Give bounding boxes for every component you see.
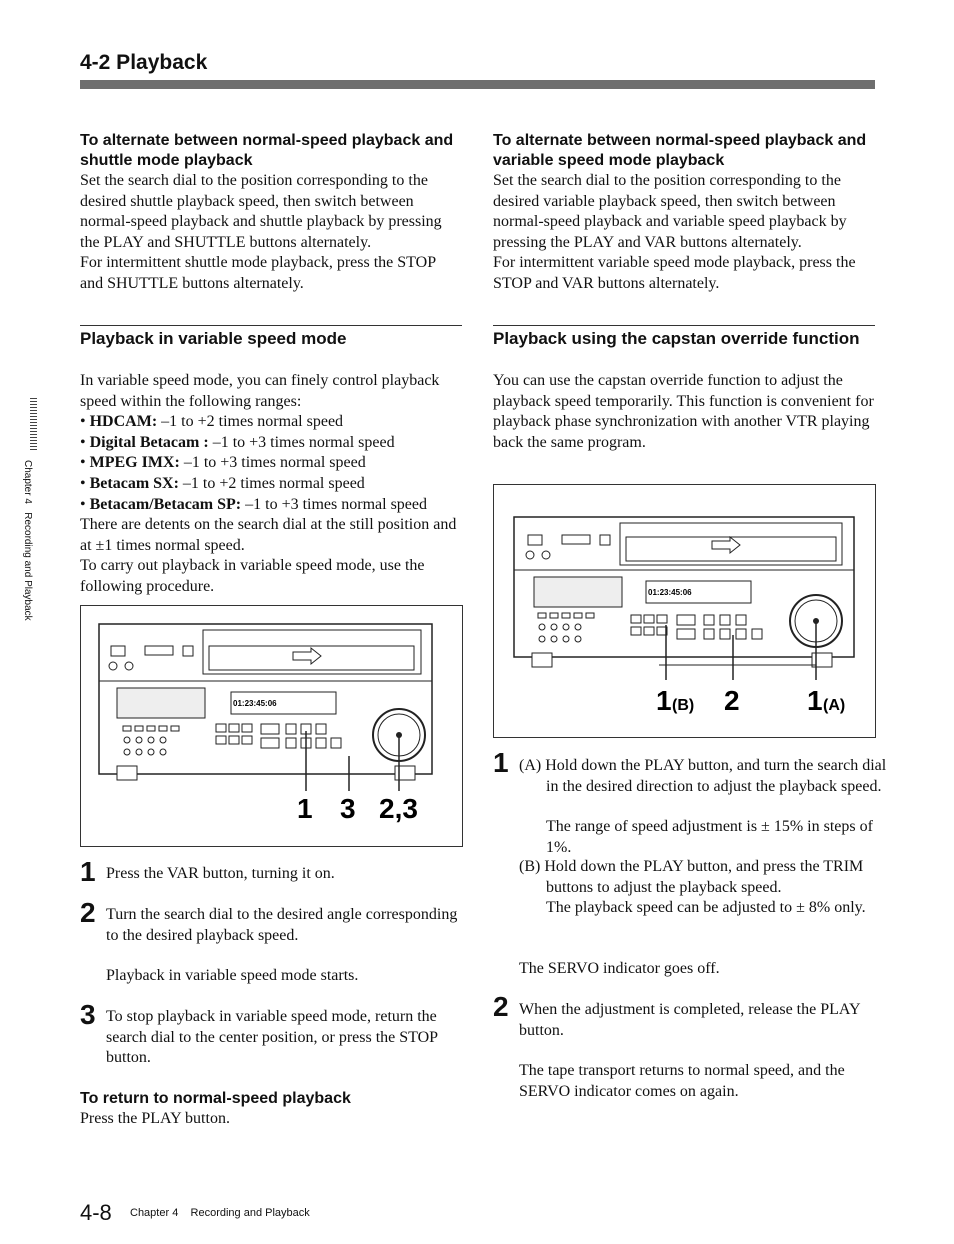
capstan-section-heading: Playback using the capstan override function [493,325,875,350]
step-number: 3 [80,999,96,1030]
step-1a-text: (A) Hold down the PLAY button, and turn the search dial in the desired direction to adjust the playback speed. [519,757,887,795]
vtr-illustration [494,485,875,737]
return-block [80,1089,462,1130]
step-2-text: When the adjustment is completed, release the PLAY button. [519,1001,860,1039]
capstan-intro: You can use the capstan override function to adjust the playback speed temporarily. This function is convenient for playback phase synchronization with another VTR playing back the same program. [493,372,874,451]
shuttle-body-1: Set the search dial to the position corresponding to the desired shuttle playback speed, then switch between normal-speed playback and shuttle playback by pressing the PLAY and SHUTTLE buttons alternately. [80,172,442,251]
right-column-capstan [493,325,875,453]
step-number: 2 [80,897,96,928]
figure-label: 2 [724,685,740,716]
step-number: 1 [493,747,509,778]
page-number: 4-8 [80,1200,112,1225]
timecode-display: 01:23:45:06 [233,699,277,708]
left-column-top [80,131,462,295]
figure-label: (B) [672,697,695,714]
step-text: Turn the search dial to the desired angle corresponding to the desired playback speed. [106,906,458,944]
return-heading: To return to normal-speed playback [80,1090,351,1107]
range-item: • MPEG IMX: –1 to +3 times normal speed [80,454,366,472]
procedure-text: To carry out playback in variable speed mode, use the following procedure. [80,557,425,595]
var-section-heading: Playback in variable speed mode [80,325,462,350]
shuttle-body-2: For intermittent shuttle mode playback, press the STOP and SHUTTLE buttons alternately. [80,254,436,292]
footer-chapter: Chapter 4 Recording and Playback [130,1207,310,1219]
step-1b-text: (B) Hold down the PLAY button, and press the TRIM buttons to adjust the playback speed. [519,858,864,896]
step-number: 2 [493,991,509,1022]
header-rule [80,80,875,89]
vtr-figure-left [80,605,463,847]
figure-label: 3 [340,793,356,824]
vtr-figure-right [493,484,876,738]
step-note: Playback in variable speed mode starts. [106,967,359,984]
sidebar-tab-marker [30,398,37,450]
range-item: • Betacam SX: –1 to +2 times normal speed [80,474,365,492]
figure-label: 1 [807,685,823,716]
timecode-display: 01:23:45:06 [648,588,692,597]
step-number: 1 [80,856,96,887]
figure-label: 2,3 [379,793,418,824]
step-text: To stop playback in variable speed mode, return the search dial to the center position, or press the STOP button. [106,1008,438,1067]
vtr-illustration [81,606,462,846]
servo-off-note: The SERVO indicator goes off. [519,960,720,977]
var-intro: In variable speed mode, you can finely control playback speed within the following ranges: [80,372,440,410]
range-item: • HDCAM: –1 to +2 times normal speed [80,413,344,431]
step-1a-note: The range of speed adjustment is ± 15% in steps of 1%. [546,818,873,856]
step-2-note: The tape transport returns to normal speed, and the SERVO indicator comes on again. [519,1062,845,1100]
var-alt-heading: To alternate between normal-speed playback and variable speed mode playback [493,132,867,169]
step-1b-note: The playback speed can be adjusted to ± 8% only. [546,899,866,916]
range-item: • Digital Betacam : –1 to +3 times normal speed [80,433,395,451]
sidebar-chapter-label: Chapter 4 Recording and Playback [22,460,33,621]
var-alt-body-2: For intermittent variable speed mode playback, press the STOP and VAR buttons alternately. [493,254,856,292]
var-alt-body-1: Set the search dial to the position corresponding to the desired variable playback speed, then switch between normal-speed playback and variable speed playback by pressing the PLAY and VAR buttons alternately. [493,172,847,251]
right-column-top [493,131,875,295]
figure-label: (A) [823,697,846,714]
range-item: • Betacam/Betacam SP: –1 to +3 times normal speed [80,495,428,513]
detents-text: There are detents on the search dial at the still position and at ±1 times normal speed. [80,516,457,554]
left-column-var [80,325,462,598]
return-body: Press the PLAY button. [80,1110,230,1127]
figure-label: 1 [656,685,672,716]
page-title: 4-2 Playback [80,51,208,74]
shuttle-heading: To alternate between normal-speed playback and shuttle mode playback [80,132,454,169]
figure-label: 1 [297,793,313,824]
step-text: Press the VAR button, turning it on. [106,865,335,882]
